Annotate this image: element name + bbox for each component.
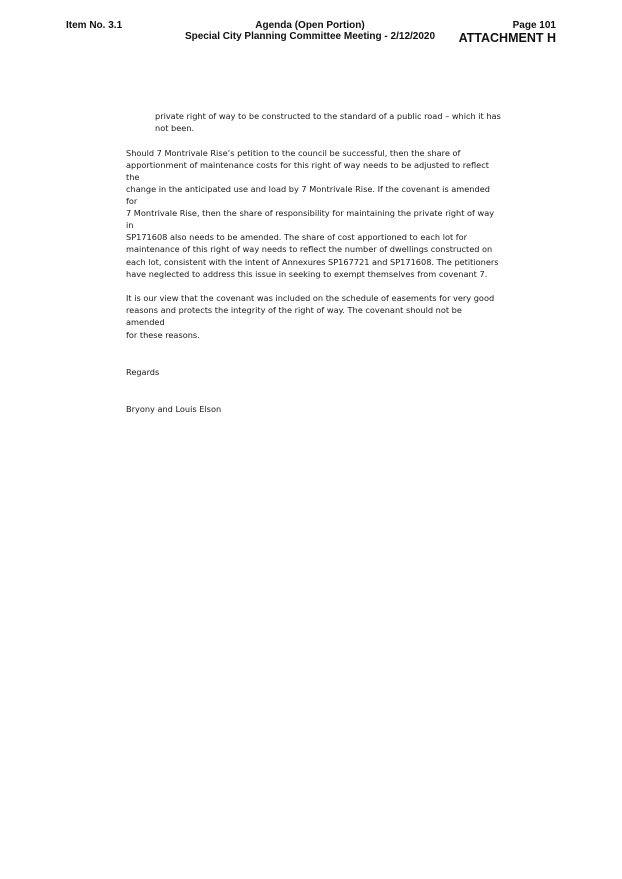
page-header xyxy=(459,20,556,45)
text-line: have neglected to address this issue in seeking to exempt themselves from covenant 7. xyxy=(126,268,488,279)
text-line: not been. xyxy=(155,123,195,134)
letter-body xyxy=(126,110,502,415)
closing: Regards xyxy=(126,366,160,377)
continued-paragraph xyxy=(126,110,502,134)
paragraph-maintenance-costs xyxy=(126,147,502,280)
agenda-header xyxy=(160,20,460,42)
text-line: reasons and protects the integrity of the right of way. The covenant should not be amended xyxy=(126,305,462,328)
text-line: private right of way to be constructed to the standard of a public road – which it has xyxy=(155,111,501,121)
item-number: Item No. 3.1 xyxy=(66,20,123,31)
text-line: apportionment of maintenance costs for this right of way needs to be adjusted to reflect the xyxy=(126,159,489,182)
text-line: maintenance of this right of way needs to reflect the number of dwellings constructed on xyxy=(126,244,493,255)
text-line: SP171608 also needs to be amended. The share of cost apportioned to each lot for xyxy=(126,232,468,243)
text-line: each lot, consistent with the intent of Annexures SP167721 and SP171608. The petitioners xyxy=(126,256,499,267)
attachment-label: ATTACHMENT H xyxy=(458,31,556,45)
text-line: 7 Montrivale Rise, then the share of responsibility for maintaining the private right of way in xyxy=(126,208,495,231)
text-line: It is our view that the covenant was included on the schedule of easements for very good xyxy=(126,293,495,304)
text-line: Should 7 Montrivale Rise’s petition to the council be successful, then the share of xyxy=(126,147,461,158)
signatories: Bryony and Louis Elson xyxy=(126,403,222,414)
paragraph-covenant-view xyxy=(126,292,502,340)
text-line: for these reasons. xyxy=(126,329,200,340)
text-line: change in the anticipated use and load by 7 Montrivale Rise. If the covenant is amended for xyxy=(126,183,490,207)
meeting-title: Special City Planning Committee Meeting - 2/12/2020 xyxy=(184,31,436,42)
page-number: Page 101 xyxy=(512,20,556,31)
agenda-title: Agenda (Open Portion) xyxy=(255,20,365,31)
